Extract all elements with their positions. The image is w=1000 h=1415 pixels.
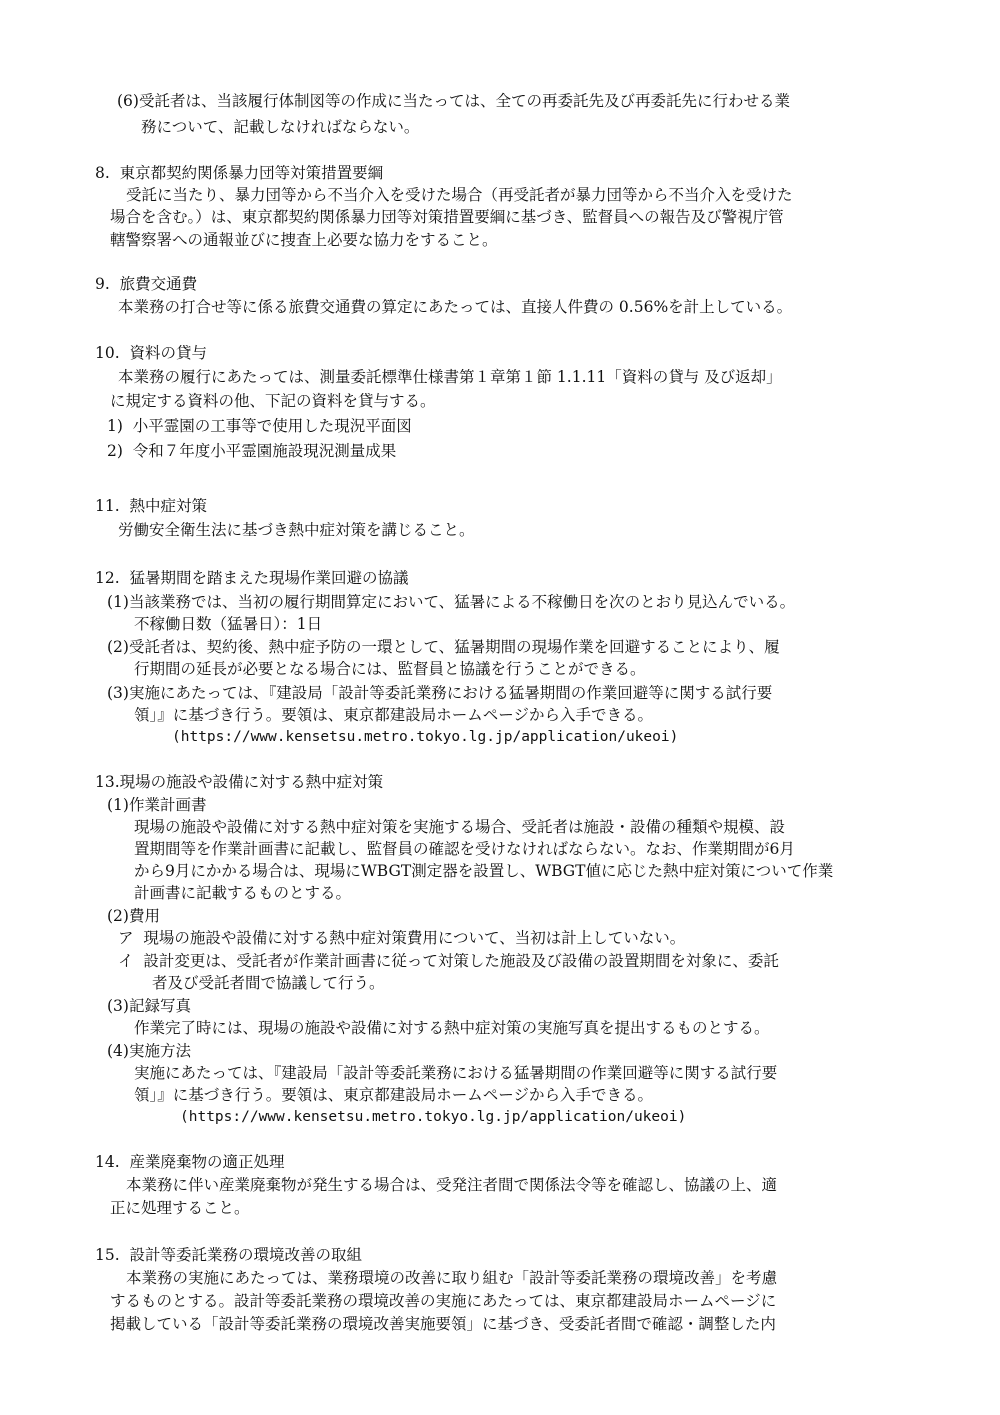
section-heading: 12. 猛暑期間を踏まえた現場作業回避の協議: [95, 569, 409, 587]
text-line: するものとする。設計等委託業務の環境改善の実施にあたっては、東京都建設局ホームページに: [110, 1292, 777, 1310]
text-line: 務について、記載しなければならない。: [141, 118, 420, 136]
text-line: 領」』に基づき行う。要領は、東京都建設局ホームページから入手できる。: [134, 706, 653, 724]
text-line: 者及び受託者間で協議して行う。: [152, 974, 385, 992]
section-heading: 10. 資料の貸与: [95, 344, 208, 362]
subheading: (2)費用: [107, 907, 160, 925]
subheading: (1)作業計画書: [107, 796, 207, 814]
text-line: に規定する資料の他、下記の資料を貸与する。: [110, 392, 436, 410]
text-line: 本業務の履行にあたっては、測量委託標準仕様書第１章第１節 1.1.11「資料の貸与 及び返却」: [118, 368, 782, 386]
url-text: (https://www.kensetsu.metro.tokyo.lg.jp/application/ukeoi): [172, 729, 679, 745]
text-line: 行期間の延長が必要となる場合には、監督員と協議を行うことができる。: [134, 660, 646, 678]
text-line: 現場の施設や設備に対する熱中症対策を実施する場合、受託者は施設・設備の種類や規模、設: [134, 818, 786, 836]
section-heading: 11. 熱中症対策: [95, 497, 208, 515]
subheading: (4)実施方法: [107, 1042, 191, 1060]
text-line: 正に処理すること。: [110, 1199, 250, 1217]
section-heading: 13.現場の施設や設備に対する熱中症対策: [95, 773, 384, 791]
text-line: 領」』に基づき行う。要領は、東京都建設局ホームページから入手できる。: [134, 1086, 653, 1104]
list-item: 2) 令和７年度小平霊園施設現況測量成果: [107, 442, 397, 460]
text-line: 実施にあたっては、『建設局「設計等委託業務における猛暑期間の作業回避等に関する試行要: [134, 1064, 778, 1082]
section-heading: 8. 東京都契約関係暴力団等対策措置要綱: [95, 164, 384, 182]
text-line: 作業完了時には、現場の施設や設備に対する熱中症対策の実施写真を提出するものとする。: [134, 1019, 770, 1037]
text-line: 場合を含む。）は、東京都契約関係暴力団等対策措置要綱に基づき、監督員への報告及び警視庁管: [110, 208, 784, 226]
subheading: (3)記録写真: [107, 997, 191, 1015]
url-text: (https://www.kensetsu.metro.tokyo.lg.jp/application/ukeoi): [180, 1109, 687, 1125]
text-line: 計画書に記載するものとする。: [134, 884, 352, 902]
text-line: 置期間等を作業計画書に記載し、監督員の確認を受けなければならない。なお、作業期間が6月: [134, 840, 795, 858]
text-line: 本業務の実施にあたっては、業務環境の改善に取り組む「設計等委託業務の環境改善」を考慮: [126, 1269, 778, 1287]
list-item: (1)当該業務では、当初の履行期間算定において、猛暑による不稼働日を次のとおり見込んでいる。: [107, 593, 796, 611]
text-line: 受託に当たり、暴力団等から不当介入を受けた場合（再受託者が暴力団等から不当介入を受けた: [126, 186, 793, 204]
list-item: (2)受託者は、契約後、熱中症予防の一環として、猛暑期間の現場作業を回避することにより、履: [107, 638, 780, 656]
text-line: 轄警察署への通報並びに捜査上必要な協力をすること。: [110, 231, 498, 249]
text-line: 掲載している「設計等委託業務の環境改善実施要領」に基づき、受委託者間で確認・調整した内: [110, 1315, 776, 1333]
list-item: イ 設計変更は、受託者が作業計画書に従って対策した施設及び設備の設置期間を対象に、委託: [118, 952, 779, 970]
list-item: 1) 小平霊園の工事等で使用した現況平面図: [107, 417, 412, 435]
text-line: 本業務の打合せ等に係る旅費交通費の算定にあたっては、直接人件費の 0.56%を計上している。: [118, 298, 793, 316]
section-heading: 9. 旅費交通費: [95, 275, 198, 293]
list-item: (3)実施にあたっては、『建設局「設計等委託業務における猛暑期間の作業回避等に関する試行要: [107, 684, 773, 702]
text-line: 不稼働日数（猛暑日）：1日: [134, 615, 323, 633]
text-line: 労働安全衛生法に基づき熱中症対策を講じること。: [118, 521, 475, 539]
list-item: ア 現場の施設や設備に対する熱中症対策費用について、当初は計上していない。: [118, 929, 686, 947]
section-heading: 14. 産業廃棄物の適正処理: [95, 1153, 285, 1171]
text-line: (6)受託者は、当該履行体制図等の作成に当たっては、全ての再委託先及び再委託先に行わせる業: [117, 92, 790, 110]
section-heading: 15. 設計等委託業務の環境改善の取組: [95, 1246, 363, 1264]
text-line: 本業務に伴い産業廃棄物が発生する場合は、受発注者間で関係法令等を確認し、協議の上、適: [126, 1176, 778, 1194]
text-line: から9月にかかる場合は、現場にWBGT測定器を設置し、WBGT値に応じた熱中症対策について作業: [134, 862, 834, 880]
